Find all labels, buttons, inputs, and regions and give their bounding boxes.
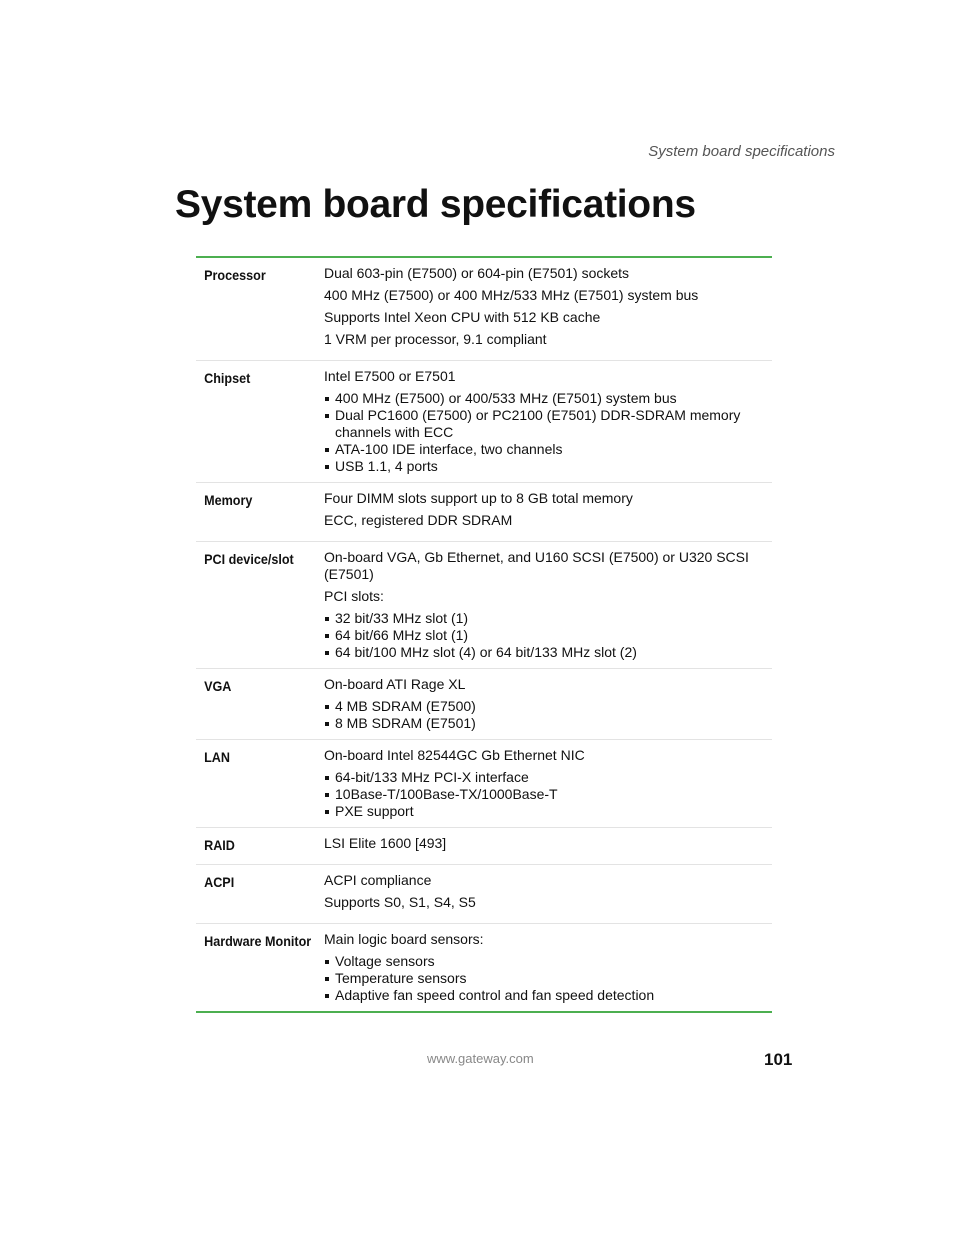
page-number: 101 [764,1050,793,1069]
square-bullet-icon [325,977,329,981]
row-content [324,870,772,916]
spec-text: On-board ATI Rage XL [324,676,466,692]
table-row [196,258,772,360]
square-bullet-icon [325,793,329,797]
square-bullet-icon [325,705,329,709]
list-item-text: Voltage sensors [335,953,435,969]
spec-text: ECC, registered DDR SDRAM [324,512,513,528]
row-label: Hardware Monitor [204,933,312,949]
square-bullet-icon [325,776,329,780]
bullet-list [324,698,762,732]
square-bullet-icon [325,994,329,998]
spec-text: 400 MHz (E7500) or 400 MHz/533 MHz (E7501) system bus [324,287,699,303]
spec-text: LSI Elite 1600 [493] [324,835,447,851]
specifications-table [196,256,772,1013]
list-item-text: 10Base-T/100Base-TX/1000Base-T [335,786,558,802]
table-row [196,923,772,1011]
row-content [324,263,772,353]
spec-text: Four DIMM slots support up to 8 GB total memory [324,490,633,506]
row-label: Processor [204,267,266,283]
list-item [324,458,762,475]
table-row [196,864,772,923]
square-bullet-icon [325,617,329,621]
square-bullet-icon [325,634,329,638]
row-label: ACPI [204,874,235,890]
table-row [196,482,772,541]
row-content [324,674,772,732]
spec-text: ACPI compliance [324,872,432,888]
table-row [196,668,772,739]
list-item [324,610,762,627]
square-bullet-icon [325,465,329,469]
row-content [324,833,772,857]
row-label: Memory [204,492,253,508]
spec-text: 1 VRM per processor, 9.1 compliant [324,331,547,347]
spec-text: Dual 603-pin (E7500) or 604-pin (E7501) sockets [324,265,630,281]
list-item [324,803,762,820]
list-item [324,715,762,732]
spec-text: Supports Intel Xeon CPU with 512 KB cache [324,309,601,325]
list-item-text: 64 bit/100 MHz slot (4) or 64 bit/133 MHz slot (2) [335,644,637,660]
footer-url: www.gateway.com [427,1051,534,1066]
spec-text: Intel E7500 or E7501 [324,368,456,384]
bullet-list [324,610,762,661]
list-item-text: 64-bit/133 MHz PCI-X interface [335,769,529,785]
square-bullet-icon [325,960,329,964]
bullet-list [324,390,762,475]
bullet-list [324,769,762,820]
table-row [196,739,772,827]
list-item [324,390,762,407]
row-content [324,366,772,475]
spec-text: Supports S0, S1, S4, S5 [324,894,476,910]
spec-text: On-board VGA, Gb Ethernet, and U160 SCSI (E7500) or U320 SCSI (E7501) [324,549,749,582]
list-item-text: 64 bit/66 MHz slot (1) [335,627,469,643]
list-item-text: 400 MHz (E7500) or 400/533 MHz (E7501) system bus [335,390,677,406]
square-bullet-icon [325,810,329,814]
spec-text: PCI slots: [324,588,384,604]
square-bullet-icon [325,414,329,418]
list-item-text: Dual PC1600 (E7500) or PC2100 (E7501) DDR-SDRAM memory channels with ECC [335,407,741,440]
list-item-text: PXE support [335,803,414,819]
row-content [324,488,772,534]
row-label: Chipset [204,370,251,386]
row-content [324,745,772,820]
row-label: RAID [204,837,235,853]
list-item [324,627,762,644]
list-item [324,698,762,715]
list-item-text: ATA-100 IDE interface, two channels [335,441,563,457]
list-item [324,407,762,441]
page-title: System board specifications [175,183,696,226]
row-label: PCI device/slot [204,551,294,567]
row-label: VGA [204,678,232,694]
table-row [196,827,772,864]
spec-text: Main logic board sensors: [324,931,484,947]
list-item [324,644,762,661]
bullet-list [324,953,762,1004]
square-bullet-icon [325,397,329,401]
list-item [324,953,762,970]
square-bullet-icon [325,448,329,452]
list-item [324,786,762,803]
table-row [196,360,772,482]
list-item-text: Adaptive fan speed control and fan speed detection [335,987,655,1003]
list-item-text: USB 1.1, 4 ports [335,458,438,474]
list-item [324,769,762,786]
list-item-text: 4 MB SDRAM (E7500) [335,698,476,714]
table-row [196,541,772,668]
list-item-text: Temperature sensors [335,970,467,986]
running-header: System board specifications [648,143,835,160]
list-item [324,970,762,987]
list-item [324,441,762,458]
row-content [324,547,772,661]
row-label: LAN [204,749,231,765]
list-item-text: 8 MB SDRAM (E7501) [335,715,476,731]
list-item-text: 32 bit/33 MHz slot (1) [335,610,469,626]
row-content [324,929,772,1004]
square-bullet-icon [325,651,329,655]
list-item [324,987,762,1004]
square-bullet-icon [325,722,329,726]
spec-text: On-board Intel 82544GC Gb Ethernet NIC [324,747,585,763]
